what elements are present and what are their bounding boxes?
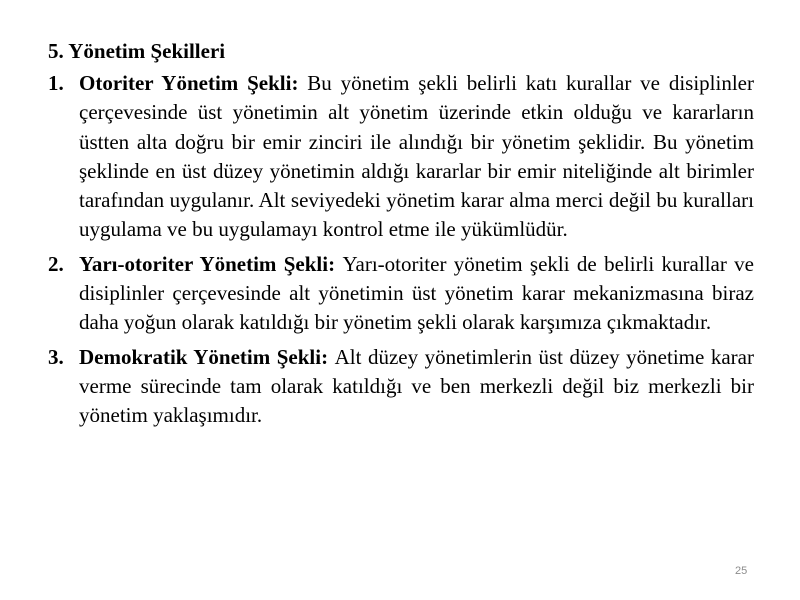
list-item-text: Alt düzey yönetimlerin üst düzey yönetime karar verme sürecinde tam olarak katıldığı ve ben merkezli değil biz merkezli bir yönetim yaklaşımıdır. [79,344,754,428]
list-item-number: 2. [48,251,64,276]
list-item-text: Yarı-otoriter yönetim şekli de belirli kurallar ve disiplinler çerçevesinde alt yönetimin üst yönetim karar mekanizmasına biraz daha yoğun olarak katıldığı bir yönetim şekli olarak karşımıza çıkmaktadır. [79,251,754,335]
section-heading: 5. Yönetim Şekilleri [48,39,226,63]
list-item-yari-otoriter [48,250,754,338]
list-item-title: Otoriter Yönetim Şekli: [79,71,308,95]
slide-content [48,37,754,436]
list-item-number: 3. [48,344,64,369]
page-number: 25 [735,565,748,577]
list-item-title: Demokratik Yönetim Şekli: [79,344,335,369]
list-item-title: Yarı-otoriter Yönetim Şekli: [79,251,343,276]
list-item-demokratik [48,343,754,431]
list-item-text: Bu yönetim şekli belirli katı kurallar ve disiplinler çerçevesinde üst yönetimin alt yönetim üzerinde etkin olduğu ve kararların üstten alta doğru bir emir zinciri ile alındığı bir yönetim şeklidir. Bu yönetim şeklinde en üst düzey yönetimin aldığı kararlar bir emir niteliğinde alt birimler tarafından uygulanır. Alt seviyedeki yönetim karar alma merci değil bu kuralları uygulama ve bu uygulamayı kontrol etme ile yükümlüdür. [79,71,754,242]
list-item-otoriter [48,69,754,245]
list-item-number: 1. [48,71,64,95]
